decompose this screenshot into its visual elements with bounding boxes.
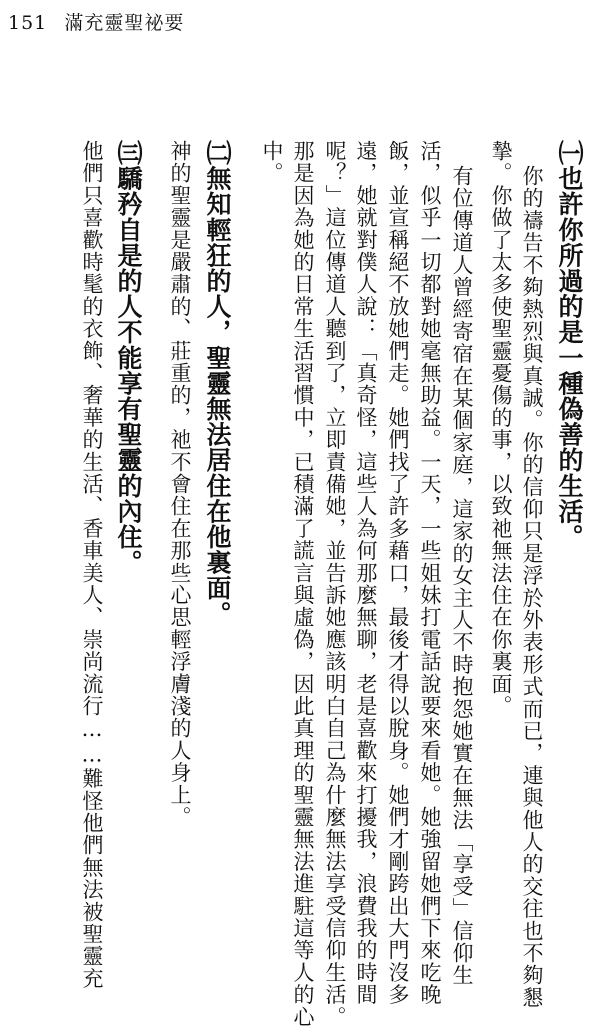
text-line: 神的聖靈是嚴肅的、莊重的，祂不會住在那些心思輕浮膚淺的人身上。 [168, 140, 192, 829]
text-line: 你的禱告不夠熱烈與真誠。你的信仰只是浮於外表形式而已，連與他人的交往也不夠懇 [520, 165, 544, 1009]
text-line: 中。 [260, 140, 284, 185]
section-heading-3: ㈢驕矜自是的人不能享有聖靈的內住。 [114, 140, 143, 576]
text-line: 那是因為她的日常生活習慣中，已積滿了謊言與虛偽，因此真理的聖靈無法進駐這等人的心 [291, 140, 315, 1028]
book-title: 滿充靈聖祕要 [64, 12, 185, 34]
page-number: 151 [8, 12, 48, 34]
section-heading-1: ㈠也許你所過的是一種偽善的生活。 [555, 140, 584, 550]
text-line: 呢？」這位傳道人聽到了，立即責備她，並告訴她應該明白自己為什麼無法享受信仰生活。 [323, 140, 347, 1028]
text-line: 摯。你做了太多使聖靈憂傷的事，以致祂無法住在你裏面。 [489, 140, 513, 718]
page-header [8, 8, 184, 35]
text-line: 飯，並宣稱絕不放她們走。她們找了許多藉口，最後才得以脫身。她們才剛跨出大門沒多 [386, 140, 410, 1006]
text-line: 他們只喜歡時髦的衣飾、奢華的生活、香車美人、崇尚流行……難怪他們無法被聖靈充 [80, 140, 104, 990]
text-line: 遠，她就對僕人說：「真奇怪，這些人為何那麼無聊，老是喜歡來打擾我，浪費我的時間 [354, 140, 378, 1006]
text-line: 有位傳道人曾經寄宿在某個家庭，這家的女主人不時抱怨她實在無法「享受」信仰生 [450, 165, 474, 987]
text-line: 活，似乎一切都對她毫無助益。一天，一些姐妹打電話說要來看她。她強留她們下來吃晚 [418, 140, 442, 1006]
section-heading-2: ㈡無知輕狂的人，聖靈無法居住在他裏面。 [203, 140, 232, 627]
